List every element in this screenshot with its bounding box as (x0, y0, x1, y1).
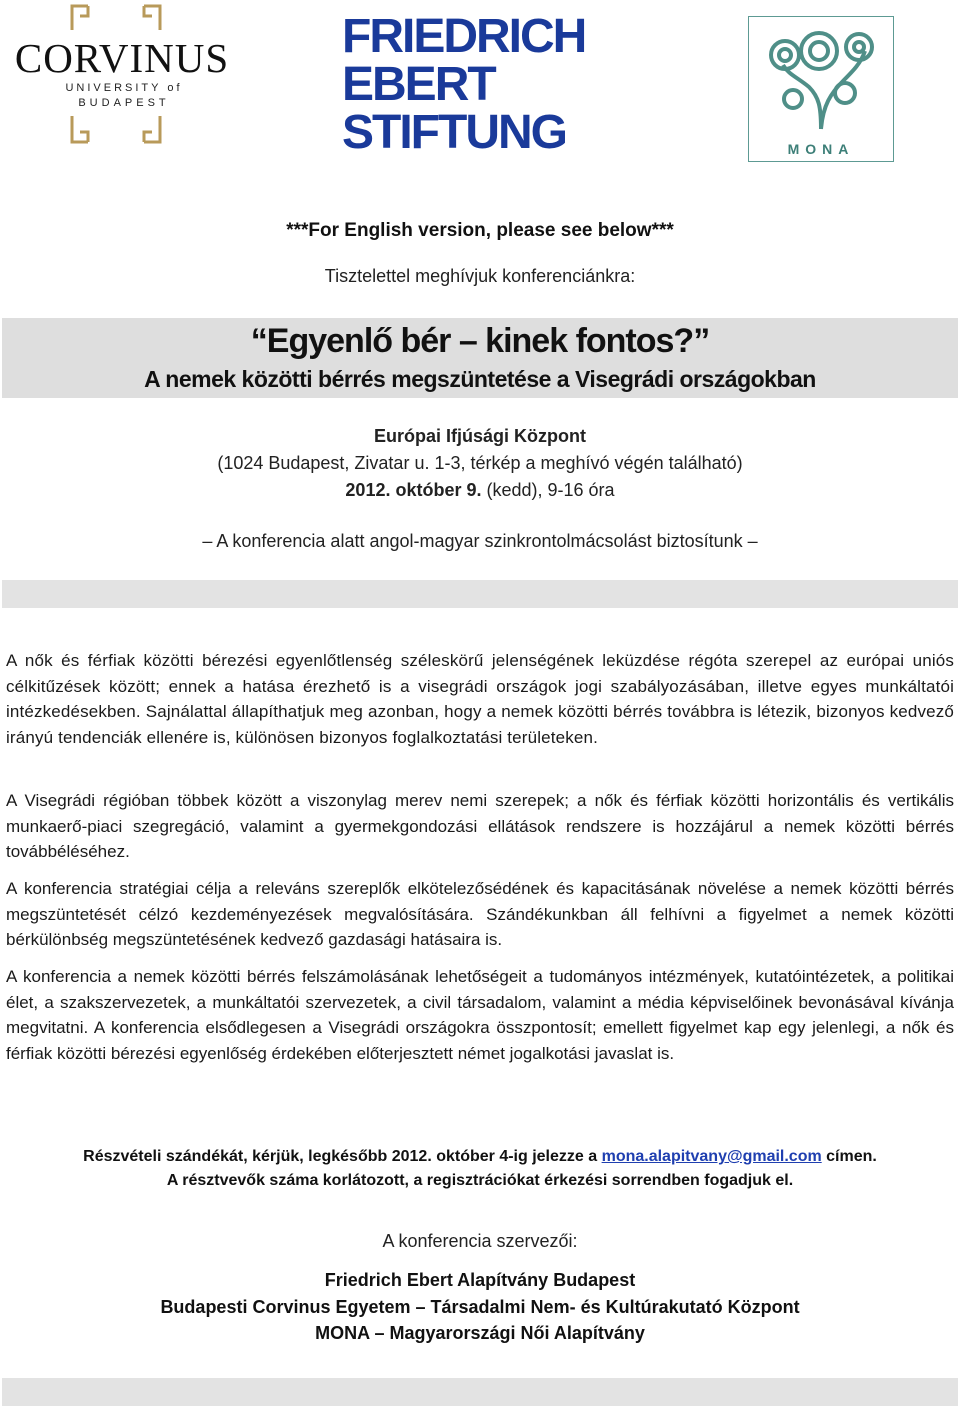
conference-subtitle: A nemek közötti bérrés megszüntetése a Visegrádi országokban (144, 366, 816, 392)
fes-logo-line-1: FRIEDRICH (342, 10, 586, 63)
body-paragraph-3: A konferencia stratégiai célja a releváns szereplők elkötelezősédének és kapacitásának növelése a nemek közötti bérrés megszüntetését célzó kezdeményezések megvalósítására. Szándékunkban áll felhívni a figyelmet a nemek közötti bérkülönbség megszüntetésének kedvező gazdasági hatásaira is. (6, 879, 954, 949)
invitation-line: Tisztelettel meghívjuk konferenciánkra: (324, 266, 636, 286)
fes-logo (342, 10, 600, 164)
event-date-bold: 2012. október 9. (345, 480, 482, 500)
mona-spiral-tree-icon (749, 17, 893, 137)
venue-name: Európai Ifjúsági Központ (374, 426, 586, 446)
corvinus-ornament-top-icon (68, 2, 164, 32)
corvinus-wordmark: CORVINUS (14, 35, 230, 81)
fes-logo-line-2: EBERT (342, 58, 495, 111)
mona-logo (748, 16, 894, 162)
organizer-item: MONA – Magyarországi Női Alapítvány (315, 1323, 645, 1343)
body-paragraph-2: A Visegrádi régióban többek között a viszonylag merev nemi szerepek; a nők és férfiak közötti horizontális és vertikális munkaerő-piaci szegregáció, valamint a gyermekgondozási ellátások rendszere is hozzájárul a nemek közötti bérrés továbbéléséhez. (6, 791, 954, 861)
registration-line-2: A résztvevők száma korlátozott, a regisztrációkat érkezési sorrendben fogadjuk el. (166, 1172, 794, 1189)
registration-text-before: Részvételi szándékát, kérjük, legkésőbb 2012. október 4-ig jelezze a (83, 1148, 602, 1165)
english-version-note: ***For English version, please see below*** (286, 220, 674, 241)
registration-text-after: címen. (821, 1148, 877, 1165)
organizer-item: Budapesti Corvinus Egyetem – Társadalmi Nem- és Kultúrakutató Központ (160, 1297, 800, 1317)
organizer-item: Friedrich Ebert Alapítvány Budapest (324, 1270, 636, 1290)
registration-line-1 (0, 1148, 960, 1166)
corvinus-ornament-bottom-icon (68, 114, 164, 146)
mona-logo-text: MONA (787, 141, 855, 157)
organizers-heading: A konferencia szervezői: (382, 1231, 578, 1251)
corvinus-logo (4, 2, 240, 148)
registration-email-link[interactable]: mona.alapitvany@gmail.com (601, 1148, 822, 1165)
separator-bar-bottom (2, 1378, 958, 1406)
separator-bar-top (2, 580, 958, 608)
event-date-time: (kedd), 9-16 óra (481, 480, 615, 500)
event-date (0, 480, 960, 501)
corvinus-subtitle-1: UNIVERSITY of (65, 82, 183, 94)
corvinus-subtitle-2: BUDAPEST (78, 97, 170, 109)
body-paragraph-1: A nők és férfiak közötti bérezési egyenlőtlenség széleskörű jelenségének leküzdése régóta szerepel az európai uniós célkitűzések között; ennek a hatása érezhető is a visegrádi országok jogi szabályozásában, illetve egyes munkáltatói intézkedésekben. Sajnálattal állapíthatjuk meg azonban, hogy a nemek közötti bérrés továbbra is létezik, bizonyos kedvező irányú tendenciák ellenére is, különösen bizonyos foglalkoztatási területeken. (6, 651, 954, 747)
fes-logo-line-3: STIFTUNG (342, 106, 566, 159)
conference-title: “Egyenlő bér – kinek fontos?” (250, 322, 710, 360)
body-paragraph-4: A konferencia a nemek közötti bérrés felszámolásának lehetőségeit a tudományos intézmények, kutatóintézetek, a politikai élet, a szakszervezetek, a munkáltatói szervezetek, a civil társadalom, valamint a média képviselőinek bevonásával kívánja megvitatni. A konferencia elsődlegesen a Visegrádi országokra összpontosít; emellett figyelmet kap egy jelenlegi, a nők és férfiak közötti bérezési egyenlőség érdekében előterjesztett német jogalkotási javaslat is. (6, 967, 954, 1063)
interpretation-note: – A konferencia alatt angol-magyar szinkrontolmácsolást biztosítunk – (202, 531, 758, 551)
venue-address: (1024 Budapest, Zivatar u. 1-3, térkép a meghívó végén található) (217, 453, 743, 473)
